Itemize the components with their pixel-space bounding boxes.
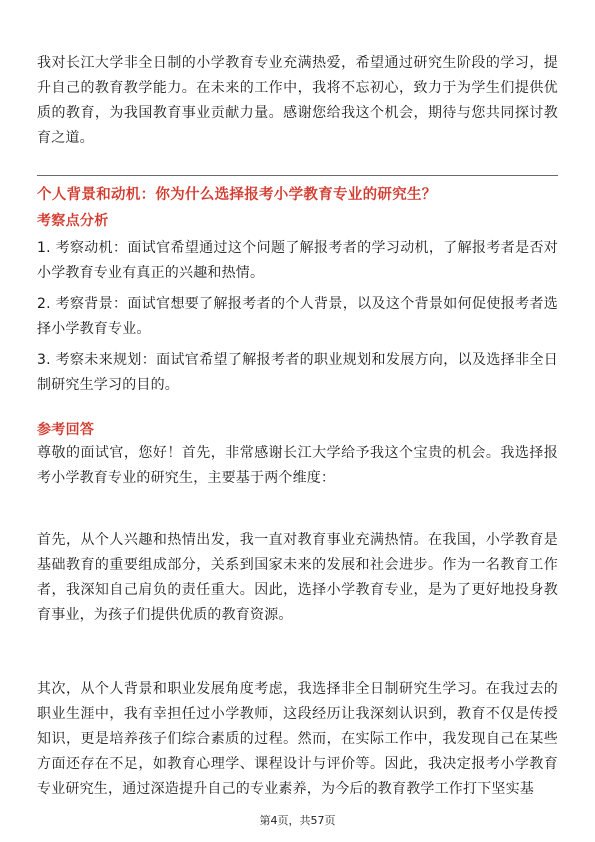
- intro-paragraph: 我对长江大学非全日制的小学教育专业充满热爱，希望通过研究生阶段的学习，提升自己的教育教学能力。在未来的工作中，我将不忘初心，致力于为学生们提供优质的教育，为我国教育事业贡献力量。感谢您给我这个机会，期待与您共同探讨教育之道。: [37, 55, 558, 146]
- answer-paragraph-block: [37, 528, 558, 628]
- question-heading: 个人背景和动机：你为什么选择报考小学教育专业的研究生？: [37, 187, 437, 203]
- answer-paragraph: 其次，从个人背景和职业发展角度考虑，我选择非全日制研究生学习。在我过去的职业生涯中，我有幸担任过小学教师，这段经历让我深刻认识到，教育不仅是传授知识，更是培养孩子们综合素质的过程。然而，在实际工作中，我发现自己在某些方面还存在不足，如教育心理学、课程设计与评价等。因此，我决定报考小学教育专业研究生，通过深造提升自己的专业素养，为今后的教育教学工作打下坚实基: [37, 681, 558, 797]
- answer-paragraph: 首先，从个人兴趣和热情出发，我一直对教育事业充满热情。在我国，小学教育是基础教育的重要组成部分，关系到国家未来的发展和社会进步。作为一名教育工作者，我深知自己肩负的责任重大。因此，选择小学教育专业，是为了更好地投身教育事业，为孩子们提供优质的教育资源。: [37, 532, 558, 623]
- analysis-list: [37, 236, 558, 404]
- answer-paragraph-block: [37, 677, 558, 802]
- answer-paragraph: 尊敬的面试官，您好！首先，非常感谢长江大学给予我这个宝贵的机会。我选择报考小学教育专业的研究生，主要基于两个维度：: [37, 445, 558, 486]
- analysis-item: 1. 考察动机：面试官希望通过这个问题了解报考者的学习动机，了解报考者是否对小学教育专业有真正的兴趣和热情。: [37, 240, 558, 281]
- intro-paragraph-block: [37, 51, 558, 151]
- answer-title: 参考回答: [37, 422, 95, 438]
- section-divider: [37, 175, 558, 176]
- analysis-item: 3. 考察未来规划：面试官希望了解报考者的职业规划和发展方向，以及选择非全日制研究生学习的目的。: [37, 352, 558, 393]
- analysis-item: 2. 考察背景：面试官想要了解报考者的个人背景，以及这个背景如何促使报考者选择小学教育专业。: [37, 296, 558, 337]
- analysis-title: 考察点分析: [37, 213, 109, 229]
- page-number: 第4页，共57页: [259, 814, 336, 827]
- answer-paragraph-block: [37, 441, 558, 491]
